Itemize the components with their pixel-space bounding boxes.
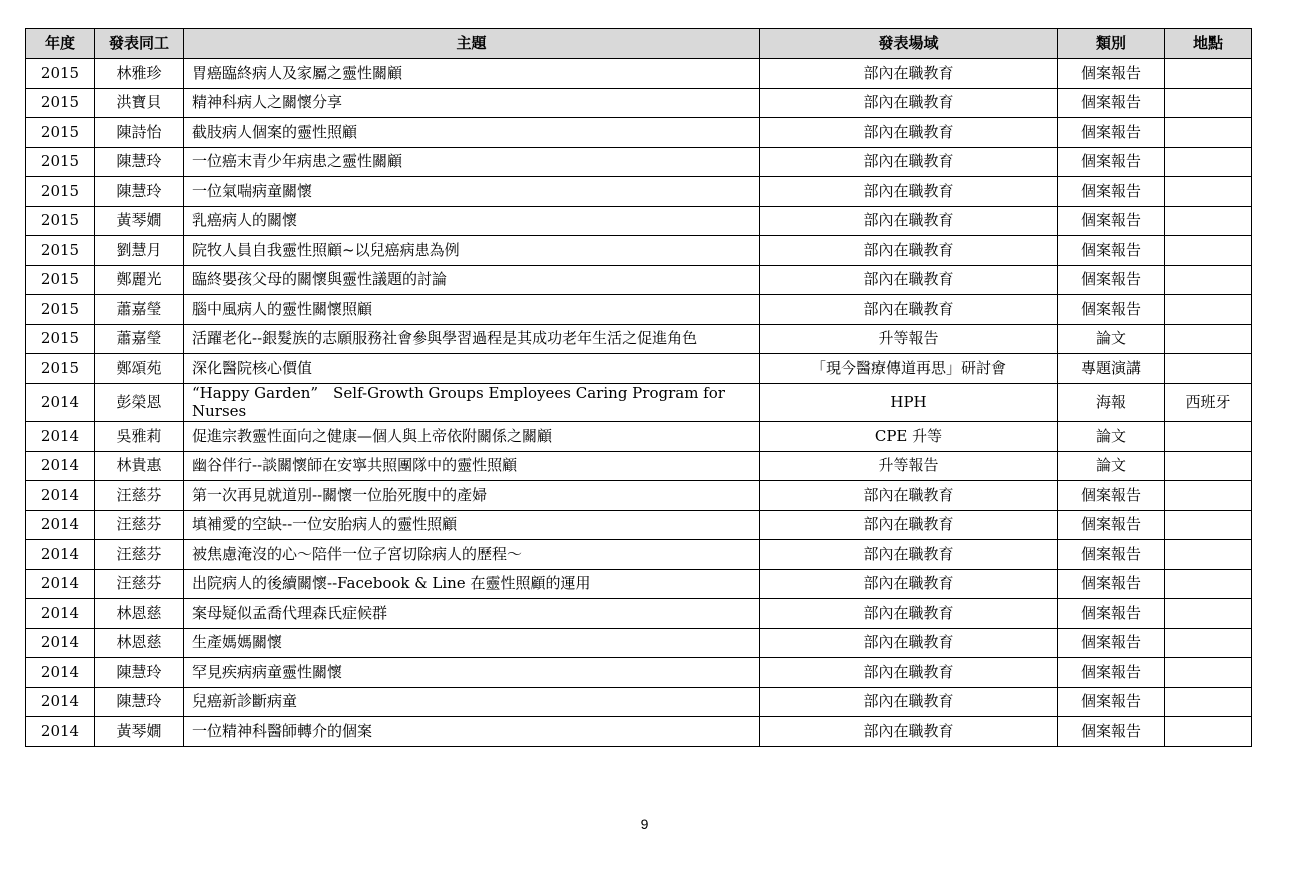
cell-topic: 深化醫院核心價值 [184, 354, 760, 384]
table-row [26, 88, 1252, 118]
cell-venue: 部內在職教育 [760, 599, 1058, 629]
cell-location: 西班牙 [1165, 383, 1252, 422]
table-row [26, 383, 1252, 422]
cell-category: 個案報告 [1058, 118, 1165, 148]
cell-year: 2014 [26, 540, 95, 570]
cell-category: 個案報告 [1058, 599, 1165, 629]
cell-category: 個案報告 [1058, 88, 1165, 118]
cell-location [1165, 206, 1252, 236]
cell-venue: 部內在職教育 [760, 59, 1058, 89]
cell-category: 個案報告 [1058, 147, 1165, 177]
cell-author: 蕭嘉瑩 [95, 295, 184, 325]
cell-author: 林恩慈 [95, 628, 184, 658]
cell-author: 汪慈芬 [95, 481, 184, 511]
cell-category: 個案報告 [1058, 265, 1165, 295]
cell-venue: 部內在職教育 [760, 717, 1058, 747]
table-row [26, 206, 1252, 236]
header-topic: 主題 [184, 29, 760, 59]
cell-venue: 升等報告 [760, 451, 1058, 481]
cell-category: 個案報告 [1058, 628, 1165, 658]
cell-location [1165, 481, 1252, 511]
cell-location [1165, 265, 1252, 295]
cell-topic: 被焦慮淹沒的心～陪伴一位子宮切除病人的歷程～ [184, 540, 760, 570]
cell-category: 個案報告 [1058, 658, 1165, 688]
cell-topic: 第一次再見就道別--關懷一位胎死腹中的產婦 [184, 481, 760, 511]
cell-author: 黃琴嫺 [95, 206, 184, 236]
cell-author: 陳慧玲 [95, 687, 184, 717]
cell-venue: 部內在職教育 [760, 569, 1058, 599]
cell-year: 2014 [26, 422, 95, 452]
cell-venue: 部內在職教育 [760, 88, 1058, 118]
cell-venue: 部內在職教育 [760, 687, 1058, 717]
cell-location [1165, 451, 1252, 481]
cell-author: 陳慧玲 [95, 147, 184, 177]
cell-topic: 胃癌臨終病人及家屬之靈性關顧 [184, 59, 760, 89]
cell-location [1165, 118, 1252, 148]
cell-topic: “Happy Garden” Self-Growth Groups Employees Caring Program for Nurses [184, 383, 760, 422]
cell-venue: 部內在職教育 [760, 510, 1058, 540]
table-row [26, 540, 1252, 570]
cell-year: 2014 [26, 451, 95, 481]
cell-category: 論文 [1058, 324, 1165, 354]
cell-year: 2015 [26, 88, 95, 118]
cell-venue: 部內在職教育 [760, 540, 1058, 570]
cell-venue: HPH [760, 383, 1058, 422]
cell-year: 2015 [26, 265, 95, 295]
cell-venue: 部內在職教育 [760, 628, 1058, 658]
cell-topic: 填補愛的空缺--一位安胎病人的靈性照顧 [184, 510, 760, 540]
cell-year: 2015 [26, 236, 95, 266]
cell-topic: 一位精神科醫師轉介的個案 [184, 717, 760, 747]
cell-topic: 兒癌新診斷病童 [184, 687, 760, 717]
cell-author: 洪寶貝 [95, 88, 184, 118]
cell-venue: 「現今醫療傳道再思」研討會 [760, 354, 1058, 384]
cell-author: 鄭頌苑 [95, 354, 184, 384]
cell-category: 個案報告 [1058, 481, 1165, 511]
cell-venue: 部內在職教育 [760, 206, 1058, 236]
cell-author: 陳慧玲 [95, 658, 184, 688]
table-row [26, 354, 1252, 384]
table-row [26, 236, 1252, 266]
cell-year: 2014 [26, 717, 95, 747]
table-row [26, 147, 1252, 177]
cell-year: 2015 [26, 118, 95, 148]
cell-topic: 院牧人員自我靈性照顧~以兒癌病患為例 [184, 236, 760, 266]
cell-category: 個案報告 [1058, 206, 1165, 236]
cell-author: 林貴惠 [95, 451, 184, 481]
cell-location [1165, 147, 1252, 177]
cell-category: 個案報告 [1058, 510, 1165, 540]
cell-author: 劉慧月 [95, 236, 184, 266]
cell-category: 個案報告 [1058, 236, 1165, 266]
cell-year: 2015 [26, 206, 95, 236]
cell-topic: 罕見疾病病童靈性關懷 [184, 658, 760, 688]
table-row [26, 717, 1252, 747]
cell-topic: 腦中風病人的靈性關懷照顧 [184, 295, 760, 325]
cell-location [1165, 295, 1252, 325]
cell-location [1165, 59, 1252, 89]
cell-year: 2014 [26, 687, 95, 717]
table-row [26, 599, 1252, 629]
table-row [26, 569, 1252, 599]
cell-location [1165, 687, 1252, 717]
cell-location [1165, 569, 1252, 599]
cell-location [1165, 510, 1252, 540]
cell-category: 個案報告 [1058, 687, 1165, 717]
cell-year: 2014 [26, 599, 95, 629]
cell-venue: 部內在職教育 [760, 118, 1058, 148]
cell-year: 2014 [26, 569, 95, 599]
cell-location [1165, 599, 1252, 629]
table-row [26, 687, 1252, 717]
cell-year: 2014 [26, 510, 95, 540]
cell-topic: 乳癌病人的關懷 [184, 206, 760, 236]
table-row [26, 177, 1252, 207]
cell-venue: 部內在職教育 [760, 481, 1058, 511]
cell-location [1165, 628, 1252, 658]
cell-location [1165, 88, 1252, 118]
cell-location [1165, 324, 1252, 354]
cell-location [1165, 540, 1252, 570]
cell-topic: 促進宗教靈性面向之健康—個人與上帝依附關係之關顧 [184, 422, 760, 452]
cell-category: 個案報告 [1058, 717, 1165, 747]
cell-venue: 部內在職教育 [760, 147, 1058, 177]
cell-topic: 臨終嬰孩父母的關懷與靈性議題的討論 [184, 265, 760, 295]
header-category: 類別 [1058, 29, 1165, 59]
cell-topic: 精神科病人之關懷分享 [184, 88, 760, 118]
table-row [26, 628, 1252, 658]
header-year: 年度 [26, 29, 95, 59]
cell-author: 林雅珍 [95, 59, 184, 89]
cell-author: 汪慈芬 [95, 510, 184, 540]
cell-year: 2014 [26, 481, 95, 511]
table-row [26, 295, 1252, 325]
cell-year: 2015 [26, 295, 95, 325]
cell-author: 陳慧玲 [95, 177, 184, 207]
cell-topic: 幽谷伴行--談關懷師在安寧共照團隊中的靈性照顧 [184, 451, 760, 481]
cell-author: 彭榮恩 [95, 383, 184, 422]
cell-year: 2015 [26, 354, 95, 384]
cell-topic: 活躍老化--銀髮族的志願服務社會參與學習過程是其成功老年生活之促進角色 [184, 324, 760, 354]
cell-topic: 一位癌末青少年病患之靈性關顧 [184, 147, 760, 177]
cell-location [1165, 658, 1252, 688]
cell-venue: CPE 升等 [760, 422, 1058, 452]
header-row [26, 29, 1252, 59]
cell-year: 2015 [26, 324, 95, 354]
table-row [26, 510, 1252, 540]
cell-author: 鄭麗光 [95, 265, 184, 295]
cell-topic: 一位氣喘病童關懷 [184, 177, 760, 207]
cell-year: 2015 [26, 59, 95, 89]
cell-topic: 案母疑似孟喬代理森氏症候群 [184, 599, 760, 629]
cell-venue: 部內在職教育 [760, 295, 1058, 325]
cell-author: 陳詩怡 [95, 118, 184, 148]
table-row [26, 422, 1252, 452]
cell-category: 個案報告 [1058, 569, 1165, 599]
cell-category: 論文 [1058, 422, 1165, 452]
header-author: 發表同工 [95, 29, 184, 59]
cell-category: 個案報告 [1058, 540, 1165, 570]
cell-location [1165, 354, 1252, 384]
table-row [26, 658, 1252, 688]
table-row [26, 265, 1252, 295]
header-venue: 發表場域 [760, 29, 1058, 59]
table-row [26, 324, 1252, 354]
table-row [26, 451, 1252, 481]
cell-year: 2015 [26, 177, 95, 207]
cell-author: 汪慈芬 [95, 569, 184, 599]
cell-year: 2014 [26, 658, 95, 688]
cell-author: 林恩慈 [95, 599, 184, 629]
publication-table [25, 28, 1252, 747]
cell-location [1165, 177, 1252, 207]
cell-category: 個案報告 [1058, 295, 1165, 325]
cell-venue: 部內在職教育 [760, 177, 1058, 207]
cell-topic: 出院病人的後續關懷--Facebook & Line 在靈性照顧的運用 [184, 569, 760, 599]
cell-location [1165, 236, 1252, 266]
cell-author: 黃琴嫺 [95, 717, 184, 747]
cell-topic: 生產媽媽關懷 [184, 628, 760, 658]
cell-year: 2014 [26, 383, 95, 422]
table-row [26, 481, 1252, 511]
cell-topic: 截肢病人個案的靈性照顧 [184, 118, 760, 148]
cell-venue: 部內在職教育 [760, 236, 1058, 266]
cell-author: 蕭嘉瑩 [95, 324, 184, 354]
cell-venue: 升等報告 [760, 324, 1058, 354]
cell-venue: 部內在職教育 [760, 265, 1058, 295]
cell-year: 2015 [26, 147, 95, 177]
cell-venue: 部內在職教育 [760, 658, 1058, 688]
table-row [26, 118, 1252, 148]
cell-author: 吳雅莉 [95, 422, 184, 452]
cell-category: 海報 [1058, 383, 1165, 422]
cell-location [1165, 717, 1252, 747]
cell-location [1165, 422, 1252, 452]
cell-author: 汪慈芬 [95, 540, 184, 570]
cell-category: 專題演講 [1058, 354, 1165, 384]
header-location: 地點 [1165, 29, 1252, 59]
cell-category: 論文 [1058, 451, 1165, 481]
page-number: 9 [640, 816, 649, 832]
cell-year: 2014 [26, 628, 95, 658]
table-row [26, 59, 1252, 89]
cell-category: 個案報告 [1058, 177, 1165, 207]
cell-category: 個案報告 [1058, 59, 1165, 89]
